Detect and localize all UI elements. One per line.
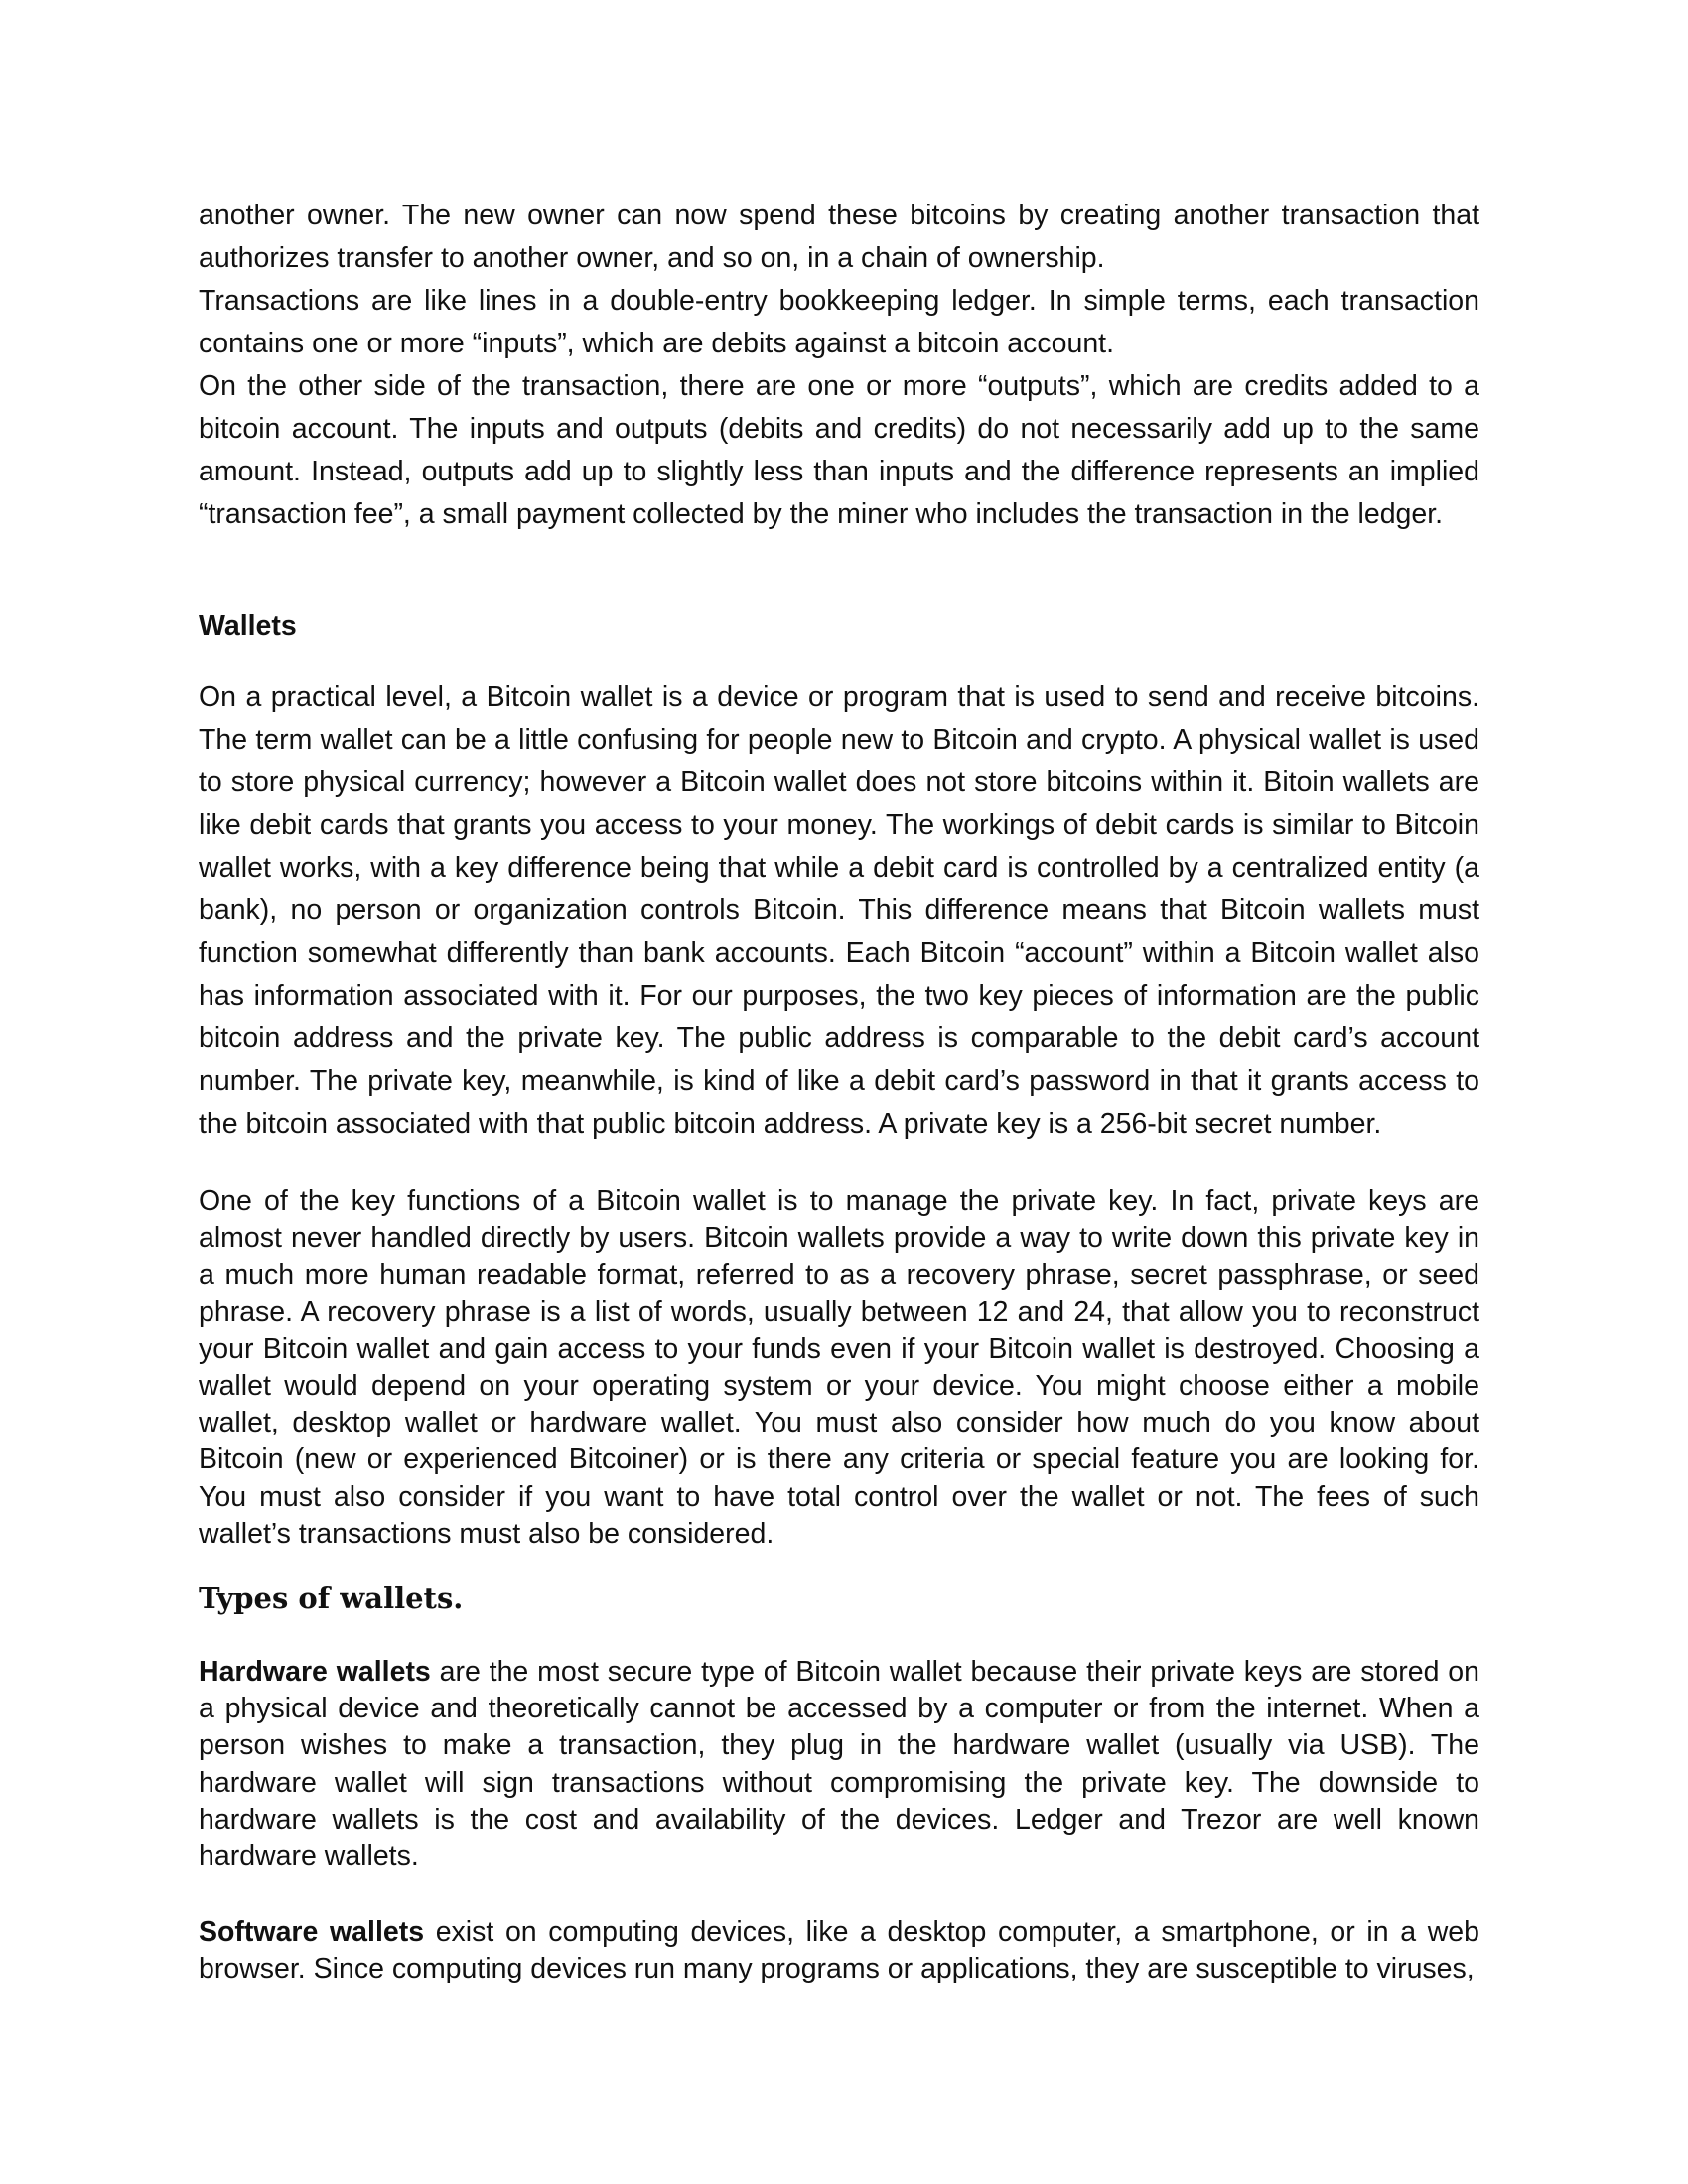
paragraph-ledger-lines: Transactions are like lines in a double-entry bookkeeping ledger. In simple terms, each transaction contains one or more “inputs”, which are debits against a bitcoin account. — [199, 285, 1479, 359]
document-page — [199, 195, 1479, 1988]
term-hardware-wallets: Hardware wallets — [199, 1656, 431, 1689]
paragraph-hardware-wallets — [199, 1654, 1479, 1875]
paragraph-wallets-intro: On a practical level, a Bitcoin wallet is a device or program that is used to send and receive bitcoins. The term wallet can be a little confusing for people new to Bitcoin and crypto. A physical wallet is used to store physical currency; however a Bitcoin wallet does not store bitcoins within it. Bitoin wallets are like debit cards that grants you access to your money. The workings of debit cards is similar to Bitcoin wallet works, with a key difference being that while a debit card is controlled by a centralized entity (a bank), no person or organization controls Bitcoin. This difference means that Bitcoin wallets must function somewhat differently than bank accounts. Each Bitcoin “account” within a Bitcoin wallet also has information associated with it. For our purposes, the two key pieces of information are the public bitcoin address and the private key. The public address is comparable to the debit card’s account number. The private key, meanwhile, is kind of like a debit card’s password in that it grants access to the bitcoin associated with that public bitcoin address. A private key is a 256-bit secret number. — [199, 681, 1479, 1140]
software-wallets-body: exist on computing devices, like a desktop computer, a smartphone, or in a web browser. Since computing devices run many programs or applications, they are susceptible to viruses, — [199, 1916, 1479, 1985]
heading-wallets: Wallets — [199, 611, 297, 642]
paragraph-software-wallets — [199, 1914, 1479, 1987]
heading-types-of-wallets: Types of wallets. — [199, 1581, 464, 1616]
paragraph-private-key-management: One of the key functions of a Bitcoin wallet is to manage the private key. In fact, private keys are almost never handled directly by users. Bitcoin wallets provide a way to write down this private key in a much more human readable format, referred to as a recovery phrase, secret passphrase, or seed phrase. A recovery phrase is a list of words, usually between 12 and 24, that allow you to reconstruct your Bitcoin wallet and gain access to your funds even if your Bitcoin wallet is destroyed. Choosing a wallet would depend on your operating system or your device. You might choose either a mobile wallet, desktop wallet or hardware wallet. You must also consider how much do you know about Bitcoin (new or experienced Bitcoiner) or is there any criteria or special feature you are looking for. You must also consider if you want to have total control over the wallet or not. The fees of such wallet’s transactions must also be considered. — [199, 1185, 1479, 1550]
term-software-wallets: Software wallets — [199, 1916, 425, 1949]
hardware-wallets-body: are the most secure type of Bitcoin wallet because their private keys are stored on a physical device and theoretically cannot be accessed by a computer or from the internet. When a person wishes to make a transaction, they plug in the hardware wallet (usually via USB). The hardware wallet will sign transactions without compromising the private key. The downside to hardware wallets is the cost and availability of the devices. Ledger and Trezor are well known hardware wallets. — [199, 1656, 1479, 1873]
paragraph-chain-of-ownership: another owner. The new owner can now spend these bitcoins by creating another transaction that authorizes transfer to another owner, and so on, in a chain of ownership. — [199, 200, 1479, 274]
paragraph-outputs: On the other side of the transaction, there are one or more “outputs”, which are credits added to a bitcoin account. The inputs and outputs (debits and credits) do not necessarily add up to the same amount. Instead, outputs add up to slightly less than inputs and the difference represents an implied “transaction fee”, a small payment collected by the miner who includes the transaction in the ledger. — [199, 370, 1479, 530]
